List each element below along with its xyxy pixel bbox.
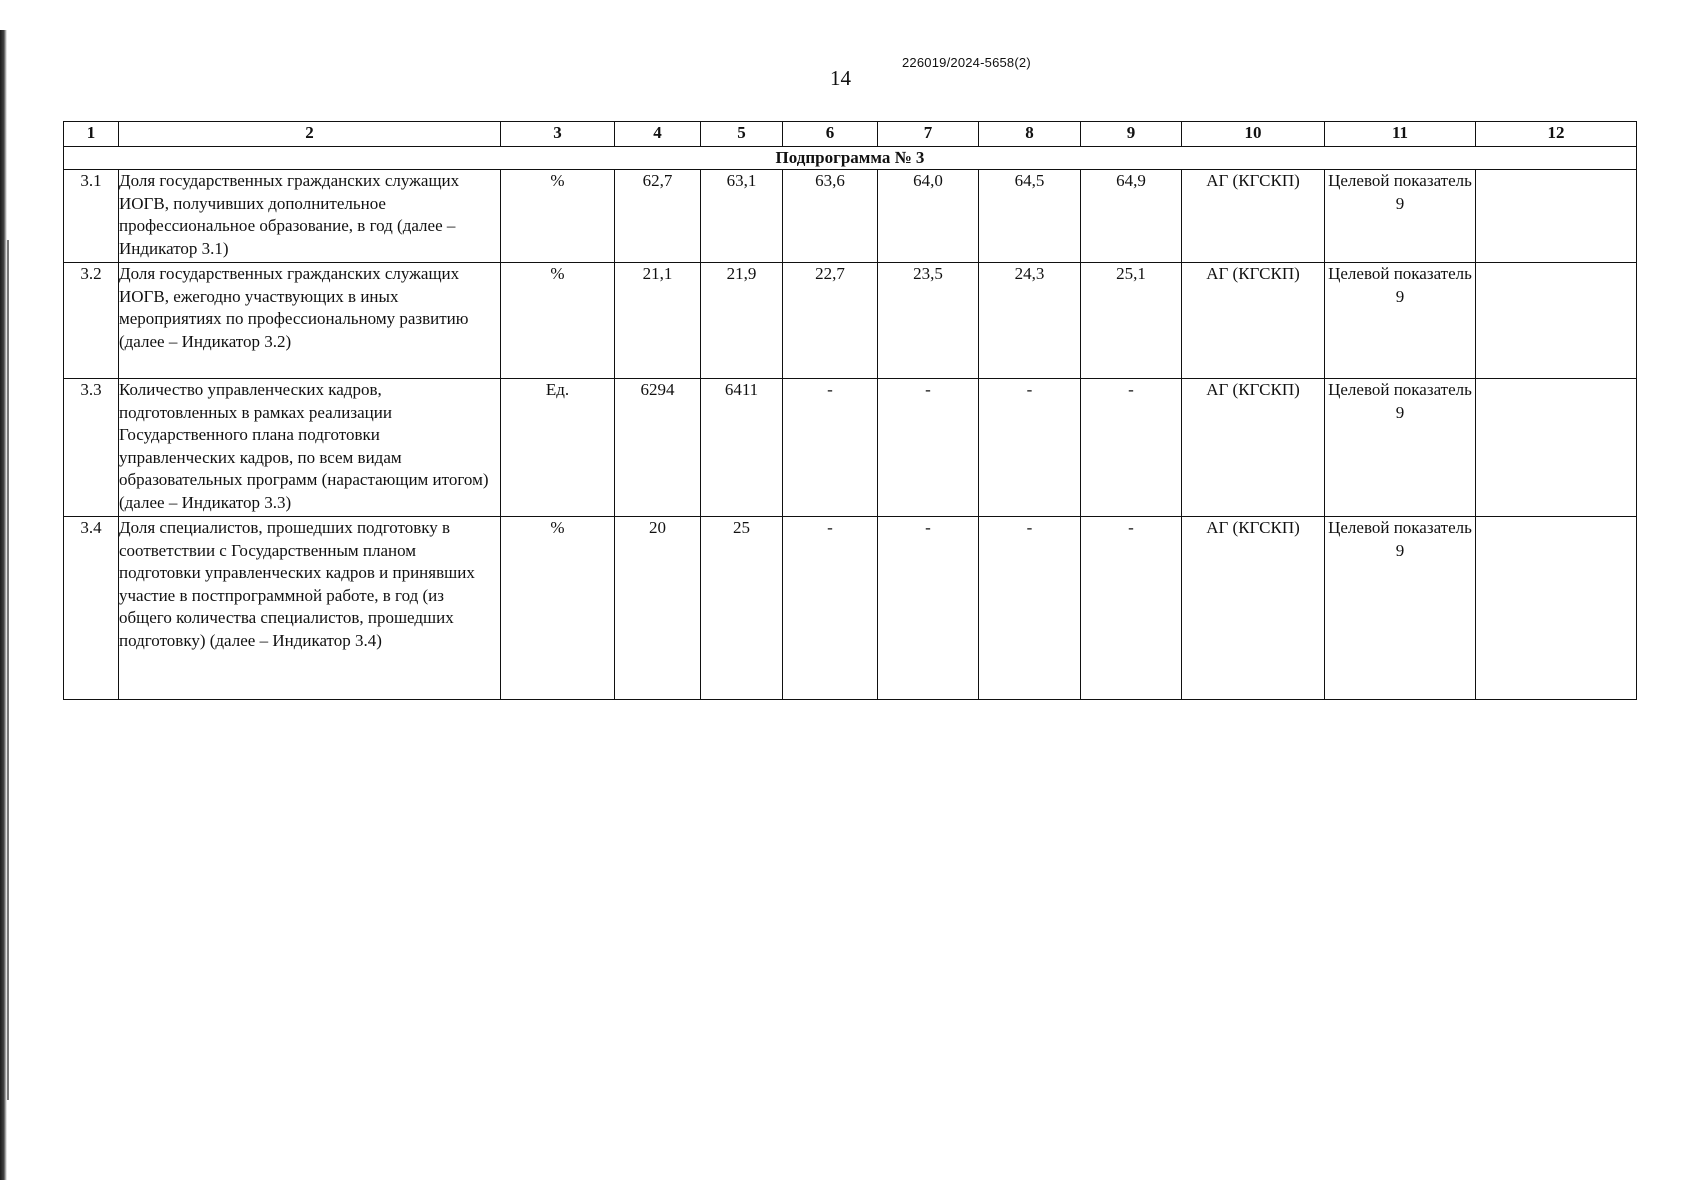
indicator-target: Целевой показатель 9 (1325, 170, 1476, 263)
indicator-value: 20 (615, 517, 701, 700)
indicator-name: Доля государственных гражданских служащих ИОГВ, получивших дополнительное профессиональное образование, в год (далее – Индикатор 3.1) (119, 170, 501, 263)
indicator-note (1476, 263, 1637, 379)
column-number: 2 (119, 122, 501, 147)
indicator-note (1476, 170, 1637, 263)
indicator-target: Целевой показатель 9 (1325, 263, 1476, 379)
indicator-value: 63,6 (783, 170, 878, 263)
indicator-value: 24,3 (979, 263, 1081, 379)
indicator-value: 6411 (701, 379, 783, 517)
column-number: 12 (1476, 122, 1637, 147)
table-row (64, 379, 1637, 517)
subprogram-title: Подпрограмма № 3 (64, 147, 1637, 170)
indicator-name: Доля государственных гражданских служащих ИОГВ, ежегодно участвующих в иных мероприятиях по профессиональному развитию (далее – Индикатор 3.2) (119, 263, 501, 379)
indicator-unit: % (501, 517, 615, 700)
document-id: 226019/2024-5658(2) (902, 55, 1031, 70)
indicator-index: 3.4 (64, 517, 119, 700)
column-number: 1 (64, 122, 119, 147)
indicator-value: - (878, 379, 979, 517)
indicator-source: АГ (КГСКП) (1182, 517, 1325, 700)
indicator-index: 3.2 (64, 263, 119, 379)
indicator-table (63, 121, 1637, 700)
column-number: 3 (501, 122, 615, 147)
indicator-value: - (783, 517, 878, 700)
table-row (64, 517, 1637, 700)
indicator-value: - (1081, 379, 1182, 517)
indicator-target: Целевой показатель 9 (1325, 379, 1476, 517)
page-number: 14 (830, 66, 851, 90)
indicator-value: 63,1 (701, 170, 783, 263)
indicator-value: - (1081, 517, 1182, 700)
indicator-note (1476, 379, 1637, 517)
indicator-value: 62,7 (615, 170, 701, 263)
indicator-source: АГ (КГСКП) (1182, 263, 1325, 379)
indicator-value: 25,1 (1081, 263, 1182, 379)
column-number-row (64, 122, 1637, 147)
indicator-value: 64,9 (1081, 170, 1182, 263)
indicator-value: 23,5 (878, 263, 979, 379)
indicator-index: 3.3 (64, 379, 119, 517)
column-number: 7 (878, 122, 979, 147)
table-row (64, 170, 1637, 263)
indicator-unit: Ед. (501, 379, 615, 517)
indicator-value: 64,0 (878, 170, 979, 263)
column-number: 10 (1182, 122, 1325, 147)
scan-edge-line (7, 240, 9, 1100)
indicator-value: - (979, 379, 1081, 517)
column-number: 6 (783, 122, 878, 147)
indicator-value: 21,1 (615, 263, 701, 379)
indicator-unit: % (501, 170, 615, 263)
column-number: 11 (1325, 122, 1476, 147)
indicator-value: - (878, 517, 979, 700)
column-number: 4 (615, 122, 701, 147)
indicator-value: 64,5 (979, 170, 1081, 263)
indicator-target: Целевой показатель 9 (1325, 517, 1476, 700)
scan-edge-shadow (0, 30, 7, 1180)
indicator-value: - (783, 379, 878, 517)
column-number: 8 (979, 122, 1081, 147)
indicator-value: 21,9 (701, 263, 783, 379)
indicator-name: Количество управленческих кадров, подготовленных в рамках реализации Государственного плана подготовки управленческих кадров, по всем видам образовательных программ (нарастающим итогом) (далее – Индикатор 3.3) (119, 379, 501, 517)
table-row (64, 263, 1637, 379)
subprogram-row (64, 147, 1637, 170)
indicator-source: АГ (КГСКП) (1182, 379, 1325, 517)
indicator-value: - (979, 517, 1081, 700)
indicator-index: 3.1 (64, 170, 119, 263)
indicator-name: Доля специалистов, прошедших подготовку в соответствии с Государственным планом подготовки управленческих кадров и принявших участие в постпрограммной работе, в год (из общего количества специалистов, прошедших подготовку) (далее – Индикатор 3.4) (119, 517, 501, 700)
indicator-source: АГ (КГСКП) (1182, 170, 1325, 263)
column-number: 5 (701, 122, 783, 147)
indicator-note (1476, 517, 1637, 700)
column-number: 9 (1081, 122, 1182, 147)
indicator-unit: % (501, 263, 615, 379)
indicator-value: 22,7 (783, 263, 878, 379)
indicator-value: 25 (701, 517, 783, 700)
indicator-value: 6294 (615, 379, 701, 517)
